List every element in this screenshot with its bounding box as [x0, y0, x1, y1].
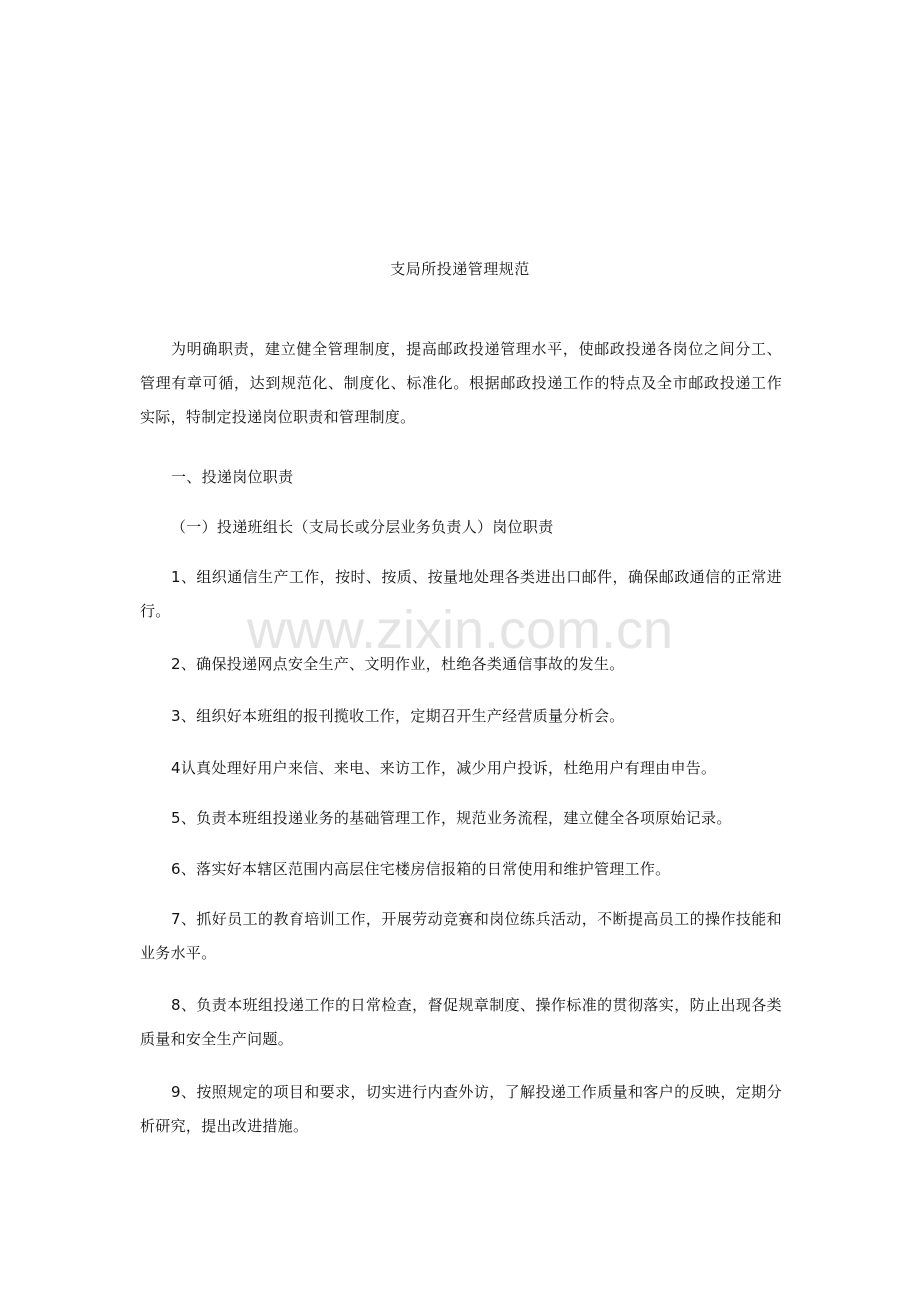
duty-item-7: 7、抓好员工的教育培训工作，开展劳动竞赛和岗位练兵活动，不断提高员工的操作技能和业务水平。	[140, 910, 782, 962]
subsection-heading-1: （一）投递班组长（支局长或分层业务负责人）岗位职责	[171, 518, 554, 536]
duty-item-2: 2、确保投递网点安全生产、文明作业，杜绝各类通信事故的发生。	[171, 655, 625, 673]
duty-item-8: 8、负责本班组投递工作的日常检查，督促规章制度、操作标准的贯彻落实，防止出现各类质量和安全生产问题。	[140, 996, 782, 1048]
watermark: www.zixin.com.cn	[246, 600, 674, 660]
section-heading-1: 一、投递岗位职责	[171, 468, 294, 486]
document-title: 支局所投递管理规范	[390, 260, 530, 278]
intro-paragraph: 为明确职责，建立健全管理制度，提高邮政投递管理水平，使邮政投递各岗位之间分工、管理有章可循，达到规范化、制度化、标准化。根据邮政投递工作的特点及全市邮政投递工作实际，特制定投递岗位职责和管理制度。	[140, 340, 782, 426]
duty-item-1: 1、组织通信生产工作，按时、按质、按量地处理各类进出口邮件，确保邮政通信的正常进行。	[140, 568, 782, 620]
duty-item-4: 4认真处理好用户来信、来电、来访工作，减少用户投诉，杜绝用户有理由申告。	[171, 759, 717, 777]
duty-item-3: 3、组织好本班组的报刊揽收工作，定期召开生产经营质量分析会。	[171, 707, 625, 725]
duty-item-9: 9、按照规定的项目和要求，切实进行内查外访，了解投递工作质量和客户的反映，定期分析研究，提出改进措施。	[140, 1083, 782, 1135]
duty-item-6: 6、落实好本辖区范围内高层住宅楼房信报箱的日常使用和维护管理工作。	[171, 860, 671, 878]
duty-item-5: 5、负责本班组投递业务的基础管理工作，规范业务流程，建立健全各项原始记录。	[171, 809, 732, 827]
